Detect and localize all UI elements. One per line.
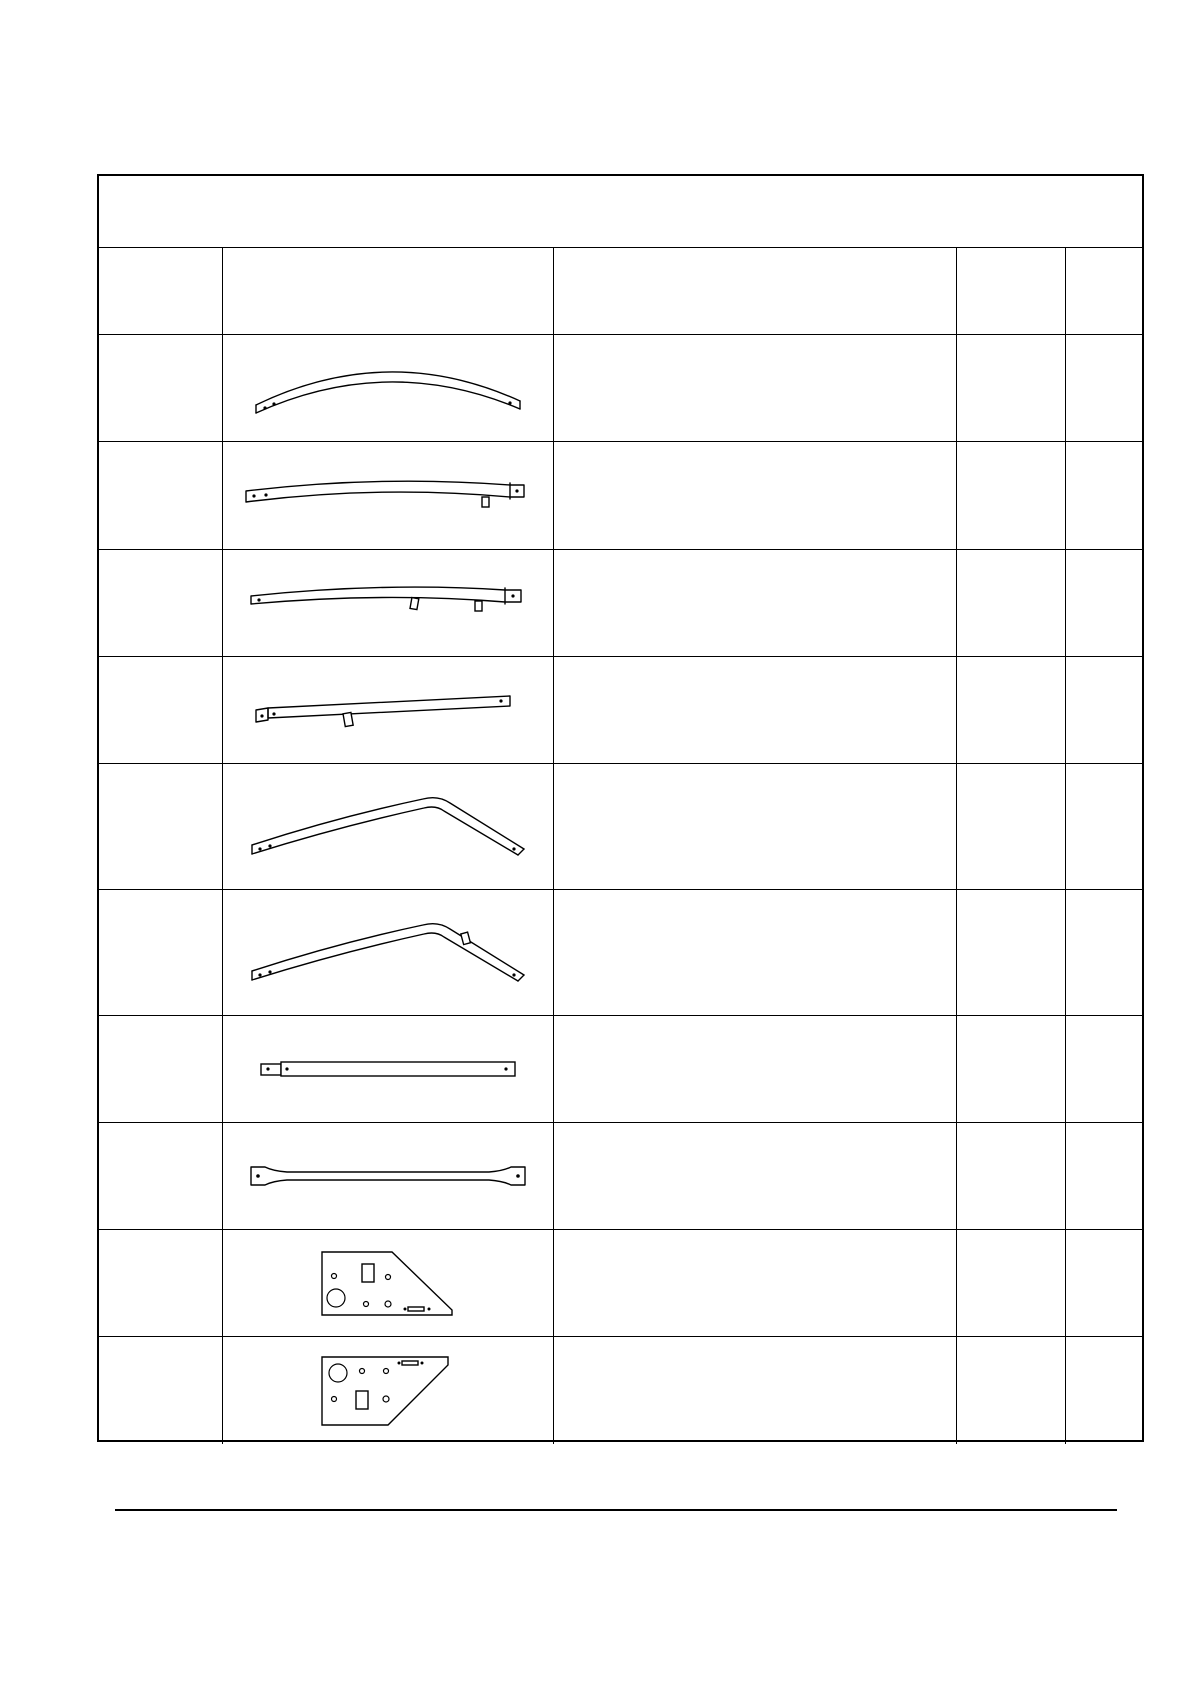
long-top-rail-with-two-brackets-icon xyxy=(243,578,533,628)
table-row xyxy=(99,1230,1142,1337)
part-check xyxy=(1066,442,1142,549)
part-description xyxy=(554,764,957,889)
part-check xyxy=(1066,890,1142,1015)
table-row xyxy=(99,1016,1142,1123)
part-qty xyxy=(957,1337,1066,1444)
part-description xyxy=(554,1123,957,1229)
table-row xyxy=(99,550,1142,657)
part-number xyxy=(99,657,223,763)
parts-list-table xyxy=(97,174,1144,1442)
part-description xyxy=(554,1016,957,1122)
part-number xyxy=(99,442,223,549)
table-row xyxy=(99,1123,1142,1230)
parts-grid xyxy=(99,248,1142,1440)
bent-side-tube-with-bracket-icon xyxy=(238,913,538,993)
part-number xyxy=(99,1230,223,1336)
part-number xyxy=(99,1123,223,1229)
part-qty xyxy=(957,890,1066,1015)
part-qty xyxy=(957,1230,1066,1336)
part-check xyxy=(1066,1123,1142,1229)
part-description xyxy=(554,335,957,441)
part-description xyxy=(554,1337,957,1444)
part-check xyxy=(1066,1230,1142,1336)
part-qty xyxy=(957,1123,1066,1229)
part-check xyxy=(1066,1337,1142,1444)
table-row xyxy=(99,657,1142,764)
long-top-rail-with-bracket-icon xyxy=(238,471,538,521)
table-title xyxy=(99,176,1142,248)
part-qty xyxy=(957,1016,1066,1122)
table-row xyxy=(99,442,1142,550)
bent-side-tube-icon xyxy=(238,787,538,867)
part-check xyxy=(1066,335,1142,441)
table-row xyxy=(99,335,1142,442)
header-check xyxy=(1066,248,1142,334)
header-row xyxy=(99,248,1142,335)
left-mounting-plate-icon xyxy=(318,1248,458,1318)
part-number xyxy=(99,764,223,889)
flattened-end-crossbar-icon xyxy=(243,1156,533,1196)
part-check xyxy=(1066,657,1142,763)
table-row xyxy=(99,890,1142,1016)
header-description xyxy=(554,248,957,334)
header-picture xyxy=(223,248,554,334)
table-row xyxy=(99,764,1142,890)
part-description xyxy=(554,657,957,763)
part-qty xyxy=(957,764,1066,889)
part-check xyxy=(1066,1016,1142,1122)
right-mounting-plate-icon xyxy=(318,1353,458,1428)
part-qty xyxy=(957,550,1066,656)
part-qty xyxy=(957,335,1066,441)
part-description xyxy=(554,550,957,656)
part-check xyxy=(1066,764,1142,889)
part-number xyxy=(99,1016,223,1122)
part-description xyxy=(554,1230,957,1336)
curved-arch-tube-icon xyxy=(248,353,528,423)
part-qty xyxy=(957,657,1066,763)
part-number xyxy=(99,550,223,656)
part-qty xyxy=(957,442,1066,549)
header-qty xyxy=(957,248,1066,334)
part-number xyxy=(99,1337,223,1444)
straight-crossbar-icon xyxy=(253,1049,523,1089)
part-description xyxy=(554,890,957,1015)
part-number xyxy=(99,890,223,1015)
part-description xyxy=(554,442,957,549)
rail-with-center-bracket-icon xyxy=(248,680,528,740)
part-number xyxy=(99,335,223,441)
header-part-no xyxy=(99,248,223,334)
part-check xyxy=(1066,550,1142,656)
table-row xyxy=(99,1337,1142,1444)
footer-divider xyxy=(115,1509,1117,1511)
